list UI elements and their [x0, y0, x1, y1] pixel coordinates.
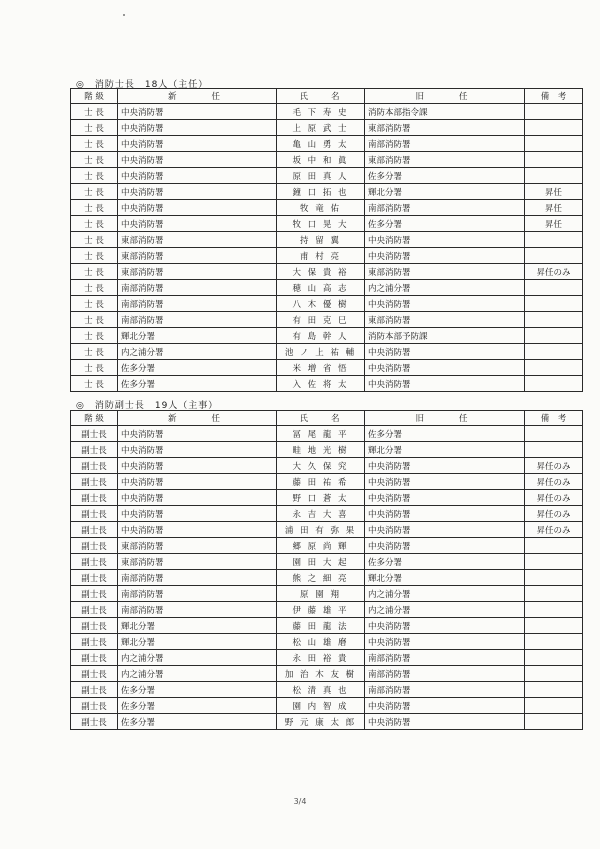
cell-name: 牧 竜 佑: [277, 200, 365, 216]
roster-table-shichou: [70, 88, 583, 392]
table-body: [71, 104, 583, 392]
cell-name: 大 保 貴 裕: [277, 264, 365, 280]
table-row: [71, 296, 583, 312]
cell-new-post: 中央消防署: [118, 426, 277, 442]
cell-note: 昇任のみ: [525, 458, 583, 474]
cell-rank: 副士長: [71, 682, 118, 698]
cell-new-post: 佐多分署: [118, 682, 277, 698]
cell-name: 原 園 翔: [277, 586, 365, 602]
table-row: [71, 570, 583, 586]
cell-note: [525, 618, 583, 634]
cell-new-post: 内之浦分署: [118, 650, 277, 666]
cell-name: 加 治 木 友 樹: [277, 666, 365, 682]
cell-old-post: 中央消防署: [365, 698, 525, 714]
cell-rank: 副士長: [71, 538, 118, 554]
header-new-post: 新 任: [118, 411, 277, 426]
cell-new-post: 中央消防署: [118, 120, 277, 136]
cell-new-post: 南部消防署: [118, 312, 277, 328]
cell-new-post: 中央消防署: [118, 200, 277, 216]
cell-rank: 士 長: [71, 152, 118, 168]
cell-old-post: 中央消防署: [365, 248, 525, 264]
cell-note: [525, 344, 583, 360]
cell-rank: 副士長: [71, 522, 118, 538]
table-row: [71, 458, 583, 474]
cell-name: 大 久 保 究: [277, 458, 365, 474]
cell-name: 米 増 省 悟: [277, 360, 365, 376]
cell-rank: 副士長: [71, 602, 118, 618]
cell-rank: 士 長: [71, 184, 118, 200]
cell-new-post: 佐多分署: [118, 714, 277, 730]
cell-note: 昇任のみ: [525, 506, 583, 522]
cell-old-post: 佐多分署: [365, 168, 525, 184]
section-title-shichou: ◎ 消防士長 18人（主任）: [76, 80, 209, 90]
cell-note: [525, 120, 583, 136]
cell-note: [525, 586, 583, 602]
cell-new-post: 中央消防署: [118, 474, 277, 490]
cell-new-post: 中央消防署: [118, 184, 277, 200]
cell-rank: 士 長: [71, 104, 118, 120]
cell-old-post: 中央消防署: [365, 376, 525, 392]
cell-new-post: 中央消防署: [118, 168, 277, 184]
table-row: [71, 104, 583, 120]
cell-note: [525, 634, 583, 650]
cell-old-post: 中央消防署: [365, 458, 525, 474]
cell-old-post: 佐多分署: [365, 554, 525, 570]
table-row: [71, 650, 583, 666]
cell-old-post: 南部消防署: [365, 682, 525, 698]
cell-new-post: 中央消防署: [118, 506, 277, 522]
cell-name: 冨 尾 龍 平: [277, 426, 365, 442]
cell-name: 郷 原 尚 輝: [277, 538, 365, 554]
cell-old-post: 中央消防署: [365, 296, 525, 312]
cell-old-post: 内之浦分署: [365, 280, 525, 296]
table-header-row: [71, 89, 583, 104]
cell-old-post: 消防本部予防課: [365, 328, 525, 344]
cell-old-post: 内之浦分署: [365, 586, 525, 602]
header-new-post: 新 任: [118, 89, 277, 104]
cell-old-post: 南部消防署: [365, 136, 525, 152]
cell-old-post: 南部消防署: [365, 650, 525, 666]
table-row: [71, 328, 583, 344]
cell-rank: 副士長: [71, 570, 118, 586]
cell-name: 永 田 裕 貴: [277, 650, 365, 666]
cell-new-post: 東部消防署: [118, 232, 277, 248]
cell-new-post: 輝北分署: [118, 634, 277, 650]
cell-note: [525, 666, 583, 682]
table-row: [71, 200, 583, 216]
table-row: [71, 602, 583, 618]
cell-name: 畦 地 光 樹: [277, 442, 365, 458]
header-note: 備 考: [525, 89, 583, 104]
cell-note: [525, 296, 583, 312]
table-row: [71, 618, 583, 634]
cell-name: 永 吉 大 喜: [277, 506, 365, 522]
cell-old-post: 東部消防署: [365, 120, 525, 136]
cell-new-post: 佐多分署: [118, 376, 277, 392]
cell-note: [525, 232, 583, 248]
cell-rank: 士 長: [71, 120, 118, 136]
cell-note: [525, 280, 583, 296]
cell-rank: 士 長: [71, 344, 118, 360]
cell-rank: 副士長: [71, 458, 118, 474]
cell-name: 池 ノ 上 祐 輔: [277, 344, 365, 360]
cell-old-post: 中央消防署: [365, 634, 525, 650]
cell-rank: 副士長: [71, 442, 118, 458]
cell-new-post: 中央消防署: [118, 104, 277, 120]
table-header-row: [71, 411, 583, 426]
cell-name: 野 元 康 太 郎: [277, 714, 365, 730]
cell-rank: 士 長: [71, 200, 118, 216]
cell-old-post: 佐多分署: [365, 426, 525, 442]
table-row: [71, 360, 583, 376]
cell-new-post: 南部消防署: [118, 570, 277, 586]
header-name: 氏 名: [277, 411, 365, 426]
cell-note: [525, 360, 583, 376]
cell-note: [525, 136, 583, 152]
table-row: [71, 698, 583, 714]
header-name: 氏 名: [277, 89, 365, 104]
cell-rank: 士 長: [71, 216, 118, 232]
cell-note: [525, 570, 583, 586]
cell-rank: 士 長: [71, 296, 118, 312]
cell-old-post: 中央消防署: [365, 344, 525, 360]
cell-new-post: 東部消防署: [118, 554, 277, 570]
cell-rank: 副士長: [71, 426, 118, 442]
cell-name: 鐘 口 拓 也: [277, 184, 365, 200]
cell-note: [525, 650, 583, 666]
cell-new-post: 中央消防署: [118, 458, 277, 474]
cell-note: [525, 376, 583, 392]
cell-name: 伊 藤 雄 平: [277, 602, 365, 618]
cell-note: 昇任のみ: [525, 264, 583, 280]
cell-old-post: 輝北分署: [365, 442, 525, 458]
header-note: 備 考: [525, 411, 583, 426]
table-row: [71, 634, 583, 650]
table-row: [71, 538, 583, 554]
cell-name: 浦 田 有 弥 果: [277, 522, 365, 538]
cell-old-post: 中央消防署: [365, 232, 525, 248]
cell-old-post: 中央消防署: [365, 618, 525, 634]
cell-name: 園 田 大 起: [277, 554, 365, 570]
cell-new-post: 輝北分署: [118, 328, 277, 344]
cell-old-post: 中央消防署: [365, 538, 525, 554]
table-row: [71, 344, 583, 360]
cell-new-post: 中央消防署: [118, 490, 277, 506]
cell-rank: 士 長: [71, 168, 118, 184]
cell-old-post: 中央消防署: [365, 360, 525, 376]
table-row: [71, 232, 583, 248]
cell-note: 昇任のみ: [525, 474, 583, 490]
cell-old-post: 中央消防署: [365, 506, 525, 522]
page-number: 3/4: [293, 797, 307, 806]
cell-note: 昇任: [525, 184, 583, 200]
cell-note: [525, 104, 583, 120]
cell-note: [525, 248, 583, 264]
cell-old-post: 内之浦分署: [365, 602, 525, 618]
cell-note: [525, 328, 583, 344]
table-row: [71, 136, 583, 152]
cell-new-post: 輝北分署: [118, 618, 277, 634]
roster-table-fukushichou: [70, 410, 583, 730]
cell-rank: 士 長: [71, 232, 118, 248]
table-body: [71, 426, 583, 730]
cell-rank: 士 長: [71, 360, 118, 376]
table-row: [71, 120, 583, 136]
cell-old-post: 東部消防署: [365, 264, 525, 280]
cell-rank: 士 長: [71, 312, 118, 328]
cell-name: 八 木 優 樹: [277, 296, 365, 312]
cell-rank: 副士長: [71, 506, 118, 522]
cell-old-post: 中央消防署: [365, 522, 525, 538]
cell-note: [525, 698, 583, 714]
cell-new-post: 南部消防署: [118, 296, 277, 312]
cell-new-post: 南部消防署: [118, 280, 277, 296]
table-row: [71, 248, 583, 264]
cell-name: 野 口 蒼 太: [277, 490, 365, 506]
cell-new-post: 内之浦分署: [118, 344, 277, 360]
cell-old-post: 中央消防署: [365, 490, 525, 506]
header-old-post: 旧 任: [365, 411, 525, 426]
cell-new-post: 佐多分署: [118, 698, 277, 714]
table-row: [71, 312, 583, 328]
cell-rank: 副士長: [71, 698, 118, 714]
cell-rank: 副士長: [71, 554, 118, 570]
cell-name: 甫 村 亮: [277, 248, 365, 264]
cell-name: 入 佐 将 太: [277, 376, 365, 392]
cell-note: 昇任のみ: [525, 490, 583, 506]
table-row: [71, 682, 583, 698]
cell-old-post: 中央消防署: [365, 474, 525, 490]
cell-new-post: 南部消防署: [118, 602, 277, 618]
cell-new-post: 東部消防署: [118, 538, 277, 554]
cell-name: 有 島 幹 人: [277, 328, 365, 344]
cell-rank: 副士長: [71, 650, 118, 666]
cell-rank: 士 長: [71, 136, 118, 152]
cell-old-post: 東部消防署: [365, 312, 525, 328]
table-row: [71, 426, 583, 442]
cell-rank: 副士長: [71, 490, 118, 506]
table-row: [71, 442, 583, 458]
cell-name: 松 山 雄 磨: [277, 634, 365, 650]
cell-name: 上 原 武 士: [277, 120, 365, 136]
cell-old-post: 南部消防署: [365, 200, 525, 216]
table-row: [71, 490, 583, 506]
cell-name: 穂 山 高 志: [277, 280, 365, 296]
cell-note: [525, 426, 583, 442]
table-row: [71, 152, 583, 168]
cell-new-post: 東部消防署: [118, 248, 277, 264]
cell-name: 毛 下 寿 史: [277, 104, 365, 120]
cell-rank: 副士長: [71, 618, 118, 634]
scan-speck: [123, 14, 125, 16]
cell-name: 園 内 智 成: [277, 698, 365, 714]
cell-name: 持 留 翼: [277, 232, 365, 248]
cell-rank: 副士長: [71, 586, 118, 602]
cell-name: 有 田 克 巳: [277, 312, 365, 328]
header-rank: 階 級: [71, 89, 118, 104]
cell-new-post: 中央消防署: [118, 442, 277, 458]
cell-new-post: 中央消防署: [118, 522, 277, 538]
cell-new-post: 南部消防署: [118, 586, 277, 602]
cell-note: [525, 538, 583, 554]
cell-old-post: 佐多分署: [365, 216, 525, 232]
cell-old-post: 輝北分署: [365, 570, 525, 586]
table-row: [71, 714, 583, 730]
cell-name: 亀 山 勇 太: [277, 136, 365, 152]
table-row: [71, 168, 583, 184]
header-rank: 階 級: [71, 411, 118, 426]
cell-name: 藤 田 祐 希: [277, 474, 365, 490]
cell-name: 坂 中 和 眞: [277, 152, 365, 168]
cell-old-post: 東部消防署: [365, 152, 525, 168]
table-row: [71, 216, 583, 232]
header-old-post: 旧 任: [365, 89, 525, 104]
cell-old-post: 消防本部指令課: [365, 104, 525, 120]
cell-rank: 副士長: [71, 474, 118, 490]
cell-note: 昇任のみ: [525, 522, 583, 538]
cell-name: 松 清 真 也: [277, 682, 365, 698]
cell-name: 牧 口 晃 大: [277, 216, 365, 232]
cell-old-post: 中央消防署: [365, 714, 525, 730]
cell-rank: 士 長: [71, 376, 118, 392]
cell-name: 原 田 真 人: [277, 168, 365, 184]
table-row: [71, 474, 583, 490]
cell-rank: 士 長: [71, 264, 118, 280]
cell-rank: 士 長: [71, 280, 118, 296]
table-row: [71, 586, 583, 602]
cell-new-post: 中央消防署: [118, 136, 277, 152]
cell-new-post: 中央消防署: [118, 216, 277, 232]
cell-note: [525, 168, 583, 184]
cell-new-post: 佐多分署: [118, 360, 277, 376]
cell-note: [525, 312, 583, 328]
cell-old-post: 輝北分署: [365, 184, 525, 200]
cell-new-post: 中央消防署: [118, 152, 277, 168]
cell-note: [525, 682, 583, 698]
cell-note: [525, 442, 583, 458]
cell-new-post: 内之浦分署: [118, 666, 277, 682]
cell-note: [525, 152, 583, 168]
table-row: [71, 554, 583, 570]
section-title-fukushichou: ◎ 消防副士長 19人（主事）: [76, 401, 219, 411]
cell-rank: 副士長: [71, 666, 118, 682]
cell-note: [525, 602, 583, 618]
cell-new-post: 東部消防署: [118, 264, 277, 280]
table-row: [71, 280, 583, 296]
table-row: [71, 184, 583, 200]
table-row: [71, 506, 583, 522]
table-row: [71, 264, 583, 280]
cell-old-post: 南部消防署: [365, 666, 525, 682]
table-row: [71, 666, 583, 682]
cell-name: 藤 田 龍 法: [277, 618, 365, 634]
cell-note: 昇任: [525, 216, 583, 232]
cell-note: 昇任: [525, 200, 583, 216]
cell-note: [525, 554, 583, 570]
cell-rank: 士 長: [71, 248, 118, 264]
cell-note: [525, 714, 583, 730]
cell-rank: 士 長: [71, 328, 118, 344]
cell-rank: 副士長: [71, 634, 118, 650]
cell-rank: 副士長: [71, 714, 118, 730]
table-row: [71, 522, 583, 538]
table-row: [71, 376, 583, 392]
cell-name: 熊 之 細 亮: [277, 570, 365, 586]
